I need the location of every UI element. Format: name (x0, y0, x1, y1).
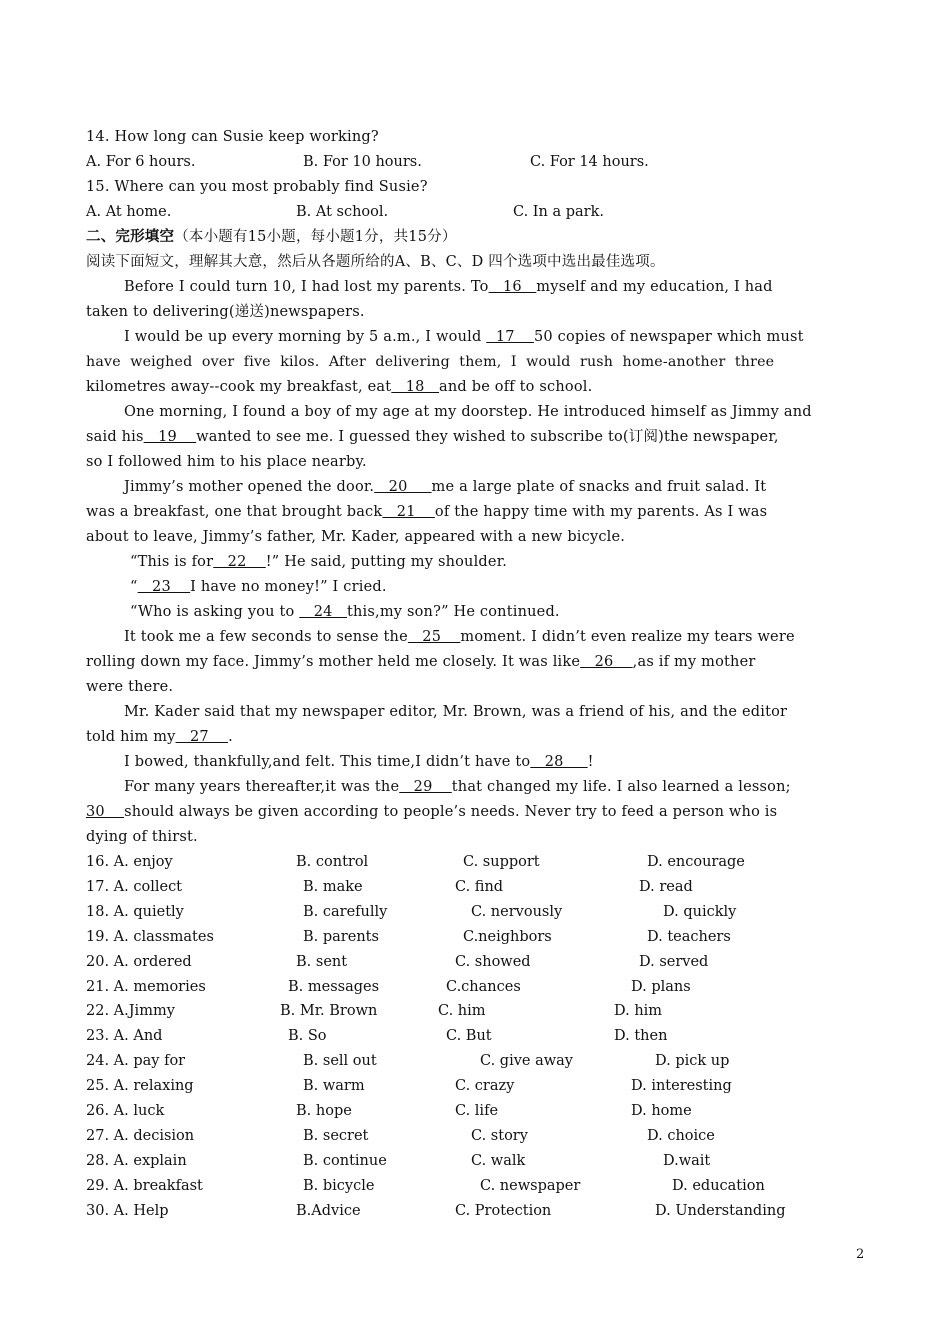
passage-line: was a breakfast, one that brought back 21 of the happy time with my parents. As I was (86, 504, 768, 520)
passage-line: said his 19 wanted to see me. I guessed they wished to subscribe to(订阅)the newspaper, (86, 429, 779, 445)
passage-line: told him my 27 . (86, 729, 233, 745)
section-instruction: 阅读下面短文，理解其大意，然后从各题所给的A、B、C、D 四个选项中选出最佳选项。 (86, 254, 665, 270)
question-option-d: D. home (631, 1103, 692, 1119)
question-option-a: 25. A. relaxing (86, 1078, 194, 1095)
question-option-b: B. So (288, 1028, 327, 1045)
passage-line: rolling down my face. Jimmy’s mother held me closely. It was like 26 ,as if my mother (86, 654, 756, 670)
question-option-b: B. secret (303, 1127, 369, 1144)
passage-line: were there. (86, 679, 174, 695)
passage-line: taken to delivering(递送)newspapers. (86, 304, 365, 320)
q15-option-a: A. At home. (86, 204, 172, 220)
question-option-c: C. But (446, 1028, 492, 1045)
question-option-c: C. find (455, 878, 504, 895)
blank-22: 22 (213, 554, 266, 570)
question-option-d: D. then (614, 1028, 668, 1045)
question-15: 15. Where can you most probably find Susie? (86, 179, 428, 195)
question-option-c: C. him (438, 1003, 486, 1020)
question-option-a: 28. A. explain (86, 1152, 187, 1169)
question-option-c: C. showed (455, 953, 531, 970)
question-option-c: C. story (471, 1127, 528, 1144)
question-option-c: C.neighbors (463, 928, 552, 945)
question-14: 14. How long can Susie keep working? (86, 129, 379, 145)
question-option-c: C. newspaper (480, 1177, 581, 1194)
q14-option-a: A. For 6 hours. (86, 154, 196, 170)
question-option-d: D. plans (631, 978, 691, 995)
question-option-a: 16. A. enjoy (86, 854, 173, 870)
blank-16: 16 (488, 279, 537, 295)
blank-29: 29 (399, 779, 452, 795)
question-option-d: D. him (614, 1003, 663, 1020)
passage-line: One morning, I found a boy of my age at my doorstep. He introduced himself as Jimmy and (124, 404, 812, 420)
passage-line: have weighed over five kilos. After delivering them, I would rush home-another three (86, 354, 775, 370)
passage-line: Jimmy’s mother opened the door. 20 me a large plate of snacks and fruit salad. It (124, 479, 767, 495)
question-option-a: 17. A. collect (86, 878, 183, 895)
question-option-d: D. Understanding (655, 1202, 786, 1219)
page-number: 2 (856, 1247, 865, 1262)
question-option-d: D. interesting (631, 1078, 732, 1095)
passage-line: “ 23 I have no money!” I cried. (130, 579, 387, 595)
question-option-b: B. bicycle (303, 1177, 375, 1194)
question-option-a: 19. A. classmates (86, 928, 214, 945)
blank-21: 21 (382, 504, 435, 520)
question-option-a: 20. A. ordered (86, 953, 192, 970)
question-option-b: B.Advice (296, 1202, 361, 1219)
question-option-b: B. messages (288, 978, 380, 995)
passage-line: about to leave, Jimmy’s father, Mr. Kader, appeared with a new bicycle. (86, 529, 626, 545)
question-option-b: B. hope (296, 1103, 352, 1119)
blank-25: 25 (407, 629, 461, 645)
passage-line: I would be up every morning by 5 a.m., I would 17 50 copies of newspaper which must (124, 329, 804, 345)
question-option-d: D. teachers (647, 928, 731, 945)
question-option-c: C. support (463, 854, 540, 870)
passage-line: I bowed, thankfully,and felt. This time,I didn’t have to 28 ! (124, 754, 594, 770)
question-option-a: 30. A. Help (86, 1202, 169, 1219)
question-option-b: B. sent (296, 953, 348, 970)
section-heading (86, 227, 866, 247)
question-option-b: B. continue (303, 1152, 387, 1169)
question-option-d: D. quickly (663, 903, 737, 920)
blank-30: 30 (86, 804, 125, 820)
question-option-c: C. give away (480, 1053, 573, 1070)
question-option-a: 24. A. pay for (86, 1053, 186, 1070)
question-option-a: 27. A. decision (86, 1127, 195, 1144)
question-option-c: C. walk (471, 1152, 526, 1169)
question-option-a: 18. A. quietly (86, 903, 184, 920)
question-option-d: D. pick up (655, 1053, 730, 1070)
blank-19: 19 (143, 429, 197, 445)
question-option-c: C.chances (446, 978, 521, 995)
question-option-b: B. control (296, 854, 369, 870)
question-option-c: C. Protection (455, 1202, 552, 1219)
q15-option-c: C. In a park. (513, 204, 604, 220)
blank-26: 26 (580, 654, 633, 670)
passage-line: “Who is asking you to 24 this,my son?” He continued. (130, 604, 560, 620)
question-option-b: B. Mr. Brown (280, 1003, 378, 1020)
question-option-b: B. sell out (303, 1053, 377, 1070)
blank-18: 18 (391, 379, 440, 395)
question-option-a: 21. A. memories (86, 978, 206, 995)
question-option-c: C. nervously (471, 903, 563, 920)
question-option-a: 23. A. And (86, 1028, 163, 1045)
question-option-a: 22. A.Jimmy (86, 1003, 175, 1020)
question-option-a: 29. A. breakfast (86, 1177, 203, 1194)
blank-27: 27 (175, 729, 229, 745)
blank-28: 28 (530, 754, 588, 770)
question-option-a: 26. A. luck (86, 1103, 165, 1119)
q14-option-b: B. For 10 hours. (303, 154, 422, 170)
section-note: （本小题有15小题，每小题1分，共15分） (174, 229, 457, 245)
section-title: 二、完形填空 (86, 229, 175, 245)
q14-option-c: C. For 14 hours. (530, 154, 649, 170)
passage-line: Before I could turn 10, I had lost my parents. To 16 myself and my education, I had (124, 279, 773, 295)
passage-line: kilometres away--cook my breakfast, eat 18 and be off to school. (86, 379, 593, 395)
question-option-c: C. crazy (455, 1078, 515, 1095)
question-option-d: D. choice (647, 1127, 715, 1144)
question-option-b: B. warm (303, 1078, 365, 1095)
passage-line: It took me a few seconds to sense the 25 moment. I didn’t even realize my tears were (124, 629, 795, 645)
q15-option-b: B. At school. (296, 204, 389, 220)
question-option-c: C. life (455, 1103, 499, 1119)
question-option-d: D. read (639, 878, 693, 895)
question-option-d: D. served (639, 953, 709, 970)
question-option-d: D.wait (663, 1152, 711, 1169)
blank-17: 17 (486, 329, 534, 345)
question-option-b: B. carefully (303, 903, 388, 920)
passage-line: dying of thirst. (86, 829, 198, 845)
question-option-b: B. parents (303, 928, 379, 945)
passage-line: Mr. Kader said that my newspaper editor, Mr. Brown, was a friend of his, and the editor (124, 704, 788, 720)
blank-20: 20 (374, 479, 432, 495)
blank-24: 24 (299, 604, 347, 620)
question-option-b: B. make (303, 878, 363, 895)
passage-line: “This is for 22 !” He said, putting my shoulder. (130, 554, 508, 570)
passage-line: so I followed him to his place nearby. (86, 454, 367, 470)
question-option-d: D. education (672, 1177, 765, 1194)
blank-23: 23 (137, 579, 191, 595)
passage-line: 30 should always be given according to people’s needs. Never try to feed a person who is (86, 804, 778, 820)
question-option-d: D. encourage (647, 854, 745, 870)
passage-line: For many years thereafter,it was the 29 that changed my life. I also learned a lesson; (124, 779, 791, 795)
